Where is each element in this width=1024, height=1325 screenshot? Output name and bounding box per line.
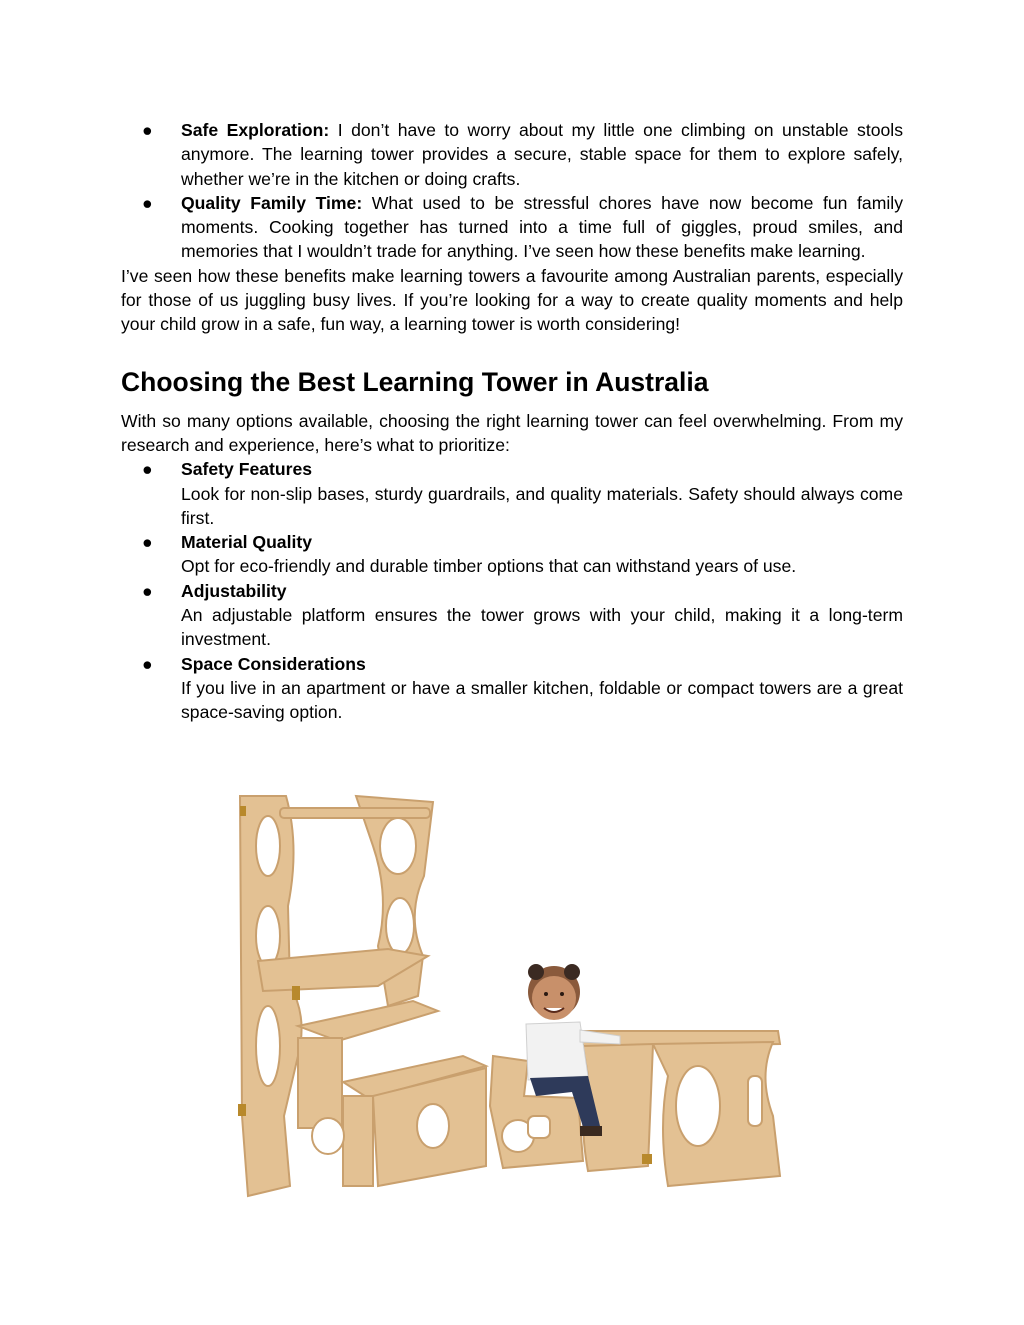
bullet-icon: ● xyxy=(142,580,153,601)
intro-bullet-list xyxy=(121,118,903,264)
bullet-icon: ● xyxy=(142,459,153,480)
list-item xyxy=(121,530,903,579)
learning-tower-photo xyxy=(228,786,788,1206)
section-intro: With so many options available, choosing the right learning tower can feel overwhelming. From my research and experience, here’s what to prioritize: xyxy=(121,410,903,455)
section-heading: Choosing the Best Learning Tower in Australia xyxy=(121,366,709,397)
feature-list xyxy=(121,457,903,724)
list-item xyxy=(121,191,903,264)
feature-title: Safety Features xyxy=(181,459,313,480)
feature-title: Material Quality xyxy=(181,532,313,553)
bullet-title: Safe Exploration: xyxy=(181,120,330,140)
learning-tower-illustration xyxy=(238,796,486,1196)
list-item xyxy=(121,457,903,530)
bullet-text: What used to be stressful chores have now become fun family moments. Cooking together has turned into a time full of giggles, proud smiles, and memories that I wouldn’t trade for anything. I’ve seen how these benefits make learning. xyxy=(181,192,903,262)
bullet-icon: ● xyxy=(142,532,153,553)
document-body xyxy=(121,118,903,725)
feature-title: Space Considerations xyxy=(181,653,366,674)
feature-text: If you live in an apartment or have a smaller kitchen, foldable or compact towers are a great space-saving option. xyxy=(181,677,903,723)
closing-paragraph: I’ve seen how these benefits make learning towers a favourite among Australian parents, especially for those of us juggling busy lives. If you’re looking for a way to create quality moments and help your child grow in a safe, fun way, a learning tower is worth considering! xyxy=(121,265,903,335)
feature-text: An adjustable platform ensures the tower grows with your child, making it a long-term investment. xyxy=(181,605,903,650)
bullet-icon: ● xyxy=(142,120,153,140)
feature-text: Opt for eco-friendly and durable timber options that can withstand years of use. xyxy=(181,556,797,577)
feature-text: Look for non-slip bases, sturdy guardrails, and quality materials. Safety should always come first. xyxy=(181,483,903,528)
bullet-text: I don’t have to worry about my little one climbing on unstable stools anymore. The learning tower provides a secure, stable space for them to explore safely, whether we’re in the kitchen or doing crafts. xyxy=(181,120,904,189)
list-item xyxy=(121,118,903,191)
list-item xyxy=(121,652,903,725)
bullet-title: Quality Family Time: xyxy=(181,192,363,213)
feature-title: Adjustability xyxy=(181,580,287,601)
list-item xyxy=(121,579,903,652)
bullet-icon: ● xyxy=(142,653,153,674)
bullet-icon: ● xyxy=(142,192,153,213)
